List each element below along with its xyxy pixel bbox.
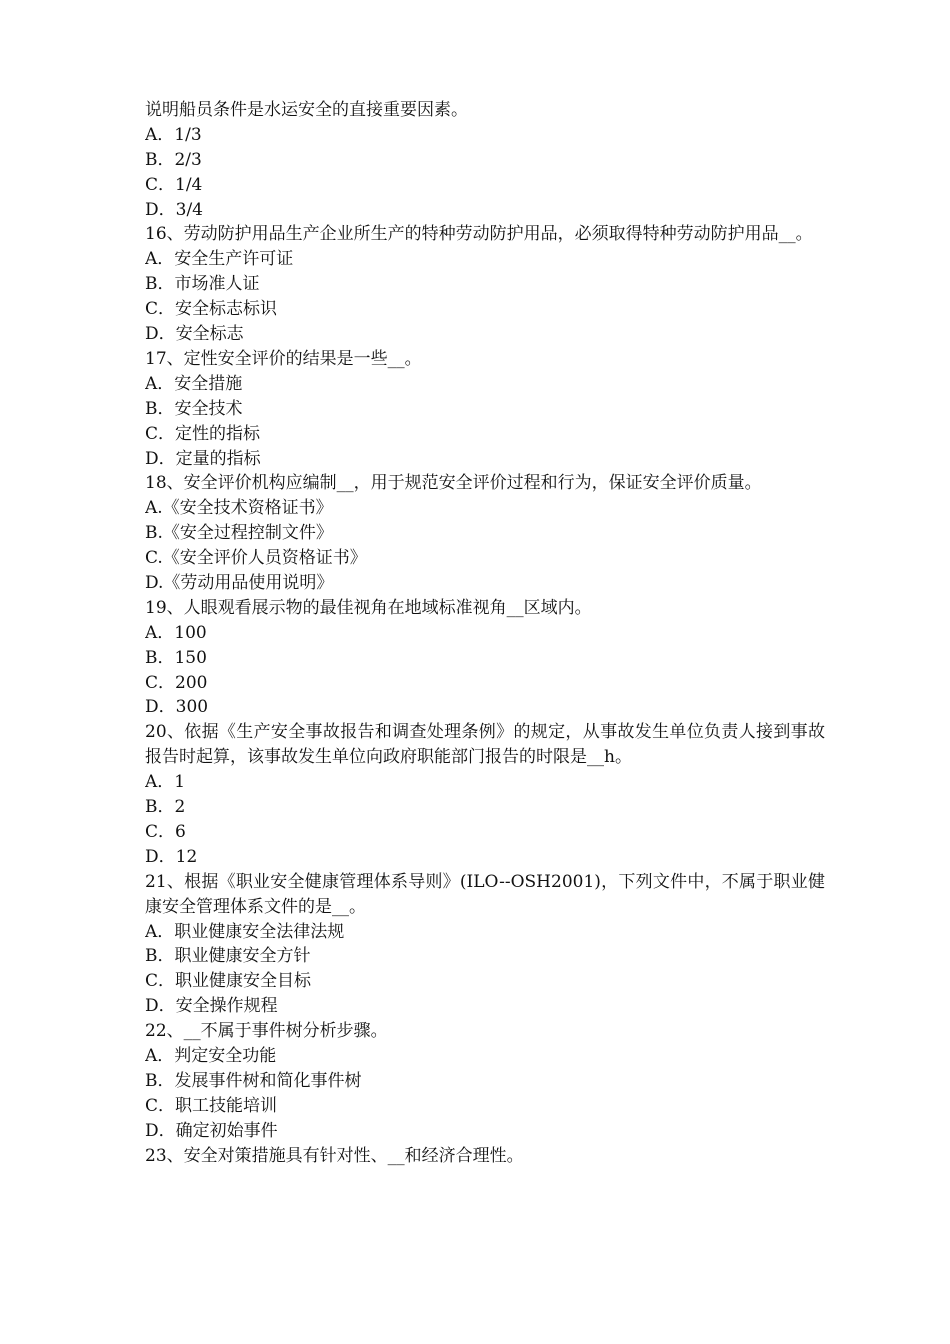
option-d: D．12 <box>145 846 198 867</box>
question-stem: 21、根据《职业安全健康管理体系导则》(ILO--OSH2001)，下列文件中，不属于职业健康安全管理体系文件的是__。 <box>145 871 825 917</box>
question-stem: 18、安全评价机构应编制__，用于规范安全评价过程和行为，保证安全评价质量。 <box>145 473 762 494</box>
option-c: C．职业健康安全目标 <box>145 971 312 992</box>
option-d: D．定量的指标 <box>145 448 261 469</box>
option-d: D．确定初始事件 <box>145 1120 278 1141</box>
question-stem: 23、安全对策措施具有针对性、__和经济合理性。 <box>145 1145 524 1166</box>
option-d: D.《劳动用品使用说明》 <box>145 572 334 593</box>
question-20 <box>145 720 825 770</box>
option-c: C.《安全评价人员资格证书》 <box>145 548 367 569</box>
question-16 <box>145 222 825 247</box>
option-b: B.《安全过程控制文件》 <box>145 523 333 544</box>
question-stem: 20、依据《生产安全事故报告和调查处理条例》的规定，从事故发生单位负责人接到事故报告时起算，该事故发生单位向政府职能部门报告的时限是__h。 <box>145 722 825 768</box>
option-a: A．职业健康安全法律法规 <box>145 921 345 942</box>
option-d: D．300 <box>145 697 209 718</box>
option-c: C．200 <box>145 672 208 693</box>
option-c: C．安全标志标识 <box>145 299 278 320</box>
question-22 <box>145 1019 825 1044</box>
option-b: B．职业健康安全方针 <box>145 946 311 967</box>
option-c: C．职工技能培训 <box>145 1095 278 1116</box>
document-page <box>145 98 825 1168</box>
option-b: B．150 <box>145 647 207 668</box>
option-b: B．发展事件树和简化事件树 <box>145 1070 362 1091</box>
question-stem: 19、人眼观看展示物的最佳视角在地域标准视角__区域内。 <box>145 597 592 618</box>
option-a: A．判定安全功能 <box>145 1045 277 1066</box>
question-stem: 17、定性安全评价的结果是一些__。 <box>145 348 422 369</box>
option-d: D．安全标志 <box>145 324 244 345</box>
continuation-text: 说明船员条件是水运安全的直接重要因素。 <box>145 100 468 120</box>
option-c: C．1/4 <box>145 174 203 195</box>
question-21 <box>145 870 825 920</box>
question-stem: 16、劳动防护用品生产企业所生产的特种劳动防护用品，必须取得特种劳动防护用品__。 <box>145 224 813 245</box>
option-b: B．2/3 <box>145 149 202 170</box>
option-b: B．安全技术 <box>145 398 243 419</box>
option-b: B．市场准人证 <box>145 274 260 295</box>
question-19 <box>145 596 825 621</box>
option-a: A．安全措施 <box>145 373 243 394</box>
option-a: A．1 <box>145 772 186 793</box>
question-18 <box>145 471 825 496</box>
option-d: D．安全操作规程 <box>145 996 278 1017</box>
question-17 <box>145 347 825 372</box>
option-b: B．2 <box>145 797 186 818</box>
option-c: C．6 <box>145 821 186 842</box>
option-d: D．3/4 <box>145 199 203 220</box>
question-23 <box>145 1144 825 1169</box>
option-a: A．100 <box>145 622 207 643</box>
option-a: A．1/3 <box>145 124 202 145</box>
option-a: A．安全生产许可证 <box>145 249 294 270</box>
option-c: C．定性的指标 <box>145 423 261 444</box>
option-a: A.《安全技术资格证书》 <box>145 498 333 519</box>
question-stem: 22、__不属于事件树分析步骤。 <box>145 1021 388 1042</box>
